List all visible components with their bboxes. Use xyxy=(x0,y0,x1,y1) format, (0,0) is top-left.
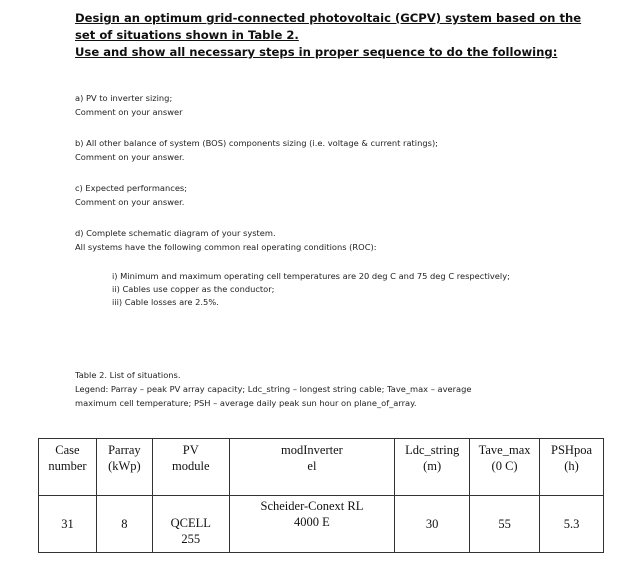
task-b-line-1: b) All other balance of system (BOS) components sizing (i.e. voltage & current ratings); xyxy=(75,138,438,148)
operating-conditions-list xyxy=(112,270,510,309)
cell-case-number: 31 xyxy=(39,496,97,553)
header-inverter-model: modInverter el xyxy=(229,439,395,496)
cell-tave-max: 55 xyxy=(470,496,540,553)
task-a-line-2: Comment on your answer xyxy=(75,107,183,117)
task-d xyxy=(75,226,377,254)
condition-item: iii) Cable losses are 2.5%. xyxy=(112,297,219,307)
table-title: Table 2. List of situations. xyxy=(75,370,181,380)
cell-psh-poa: 5.3 xyxy=(540,496,604,553)
situations-table xyxy=(38,438,604,553)
task-c xyxy=(75,181,187,209)
table-row xyxy=(39,496,604,553)
task-c-line-1: c) Expected performances; xyxy=(75,183,188,193)
table-legend-line-1: Legend: Parray – peak PV array capacity; Ldc_string – longest string cable; Tave_max – average xyxy=(75,384,472,394)
condition-item: i) Minimum and maximum operating cell temperatures are 20 deg C and 75 deg C respectively; xyxy=(112,271,510,281)
header-ldc-string: Ldc_string (m) xyxy=(395,439,470,496)
task-a-line-1: a) PV to inverter sizing; xyxy=(75,93,173,103)
assignment-heading xyxy=(75,10,615,61)
heading-line-3: Use and show all necessary steps in proper sequence to do the following: xyxy=(75,45,558,59)
task-d-line-1: d) Complete schematic diagram of your system. xyxy=(75,228,276,238)
cell-inverter-model: Scheider-Conext RL 4000 E xyxy=(229,496,395,553)
table-legend-line-2: maximum cell temperature; PSH – average daily peak sun hour on plane_of_array. xyxy=(75,398,417,408)
header-psh-poa: PSHpoa (h) xyxy=(540,439,604,496)
condition-item: ii) Cables use copper as the conductor; xyxy=(112,284,275,294)
task-c-line-2: Comment on your answer. xyxy=(75,197,185,207)
heading-line-2: set of situations shown in Table 2. xyxy=(75,28,299,42)
header-parray: Parray (kWp) xyxy=(96,439,152,496)
header-case-number: Case number xyxy=(39,439,97,496)
table-caption xyxy=(75,368,471,410)
cell-ldc-string: 30 xyxy=(395,496,470,553)
task-b-line-2: Comment on your answer. xyxy=(75,152,185,162)
task-b xyxy=(75,136,438,164)
header-tave-max: Tave_max (0 C) xyxy=(470,439,540,496)
heading-line-1: Design an optimum grid-connected photovoltaic (GCPV) system based on the xyxy=(75,11,582,25)
cell-parray: 8 xyxy=(96,496,152,553)
task-d-line-2: All systems have the following common real operating conditions (ROC): xyxy=(75,242,377,252)
header-pv-module: PV module xyxy=(152,439,229,496)
cell-pv-module: QCELL 255 xyxy=(152,496,229,553)
table-header-row xyxy=(39,439,604,496)
task-a xyxy=(75,91,183,119)
